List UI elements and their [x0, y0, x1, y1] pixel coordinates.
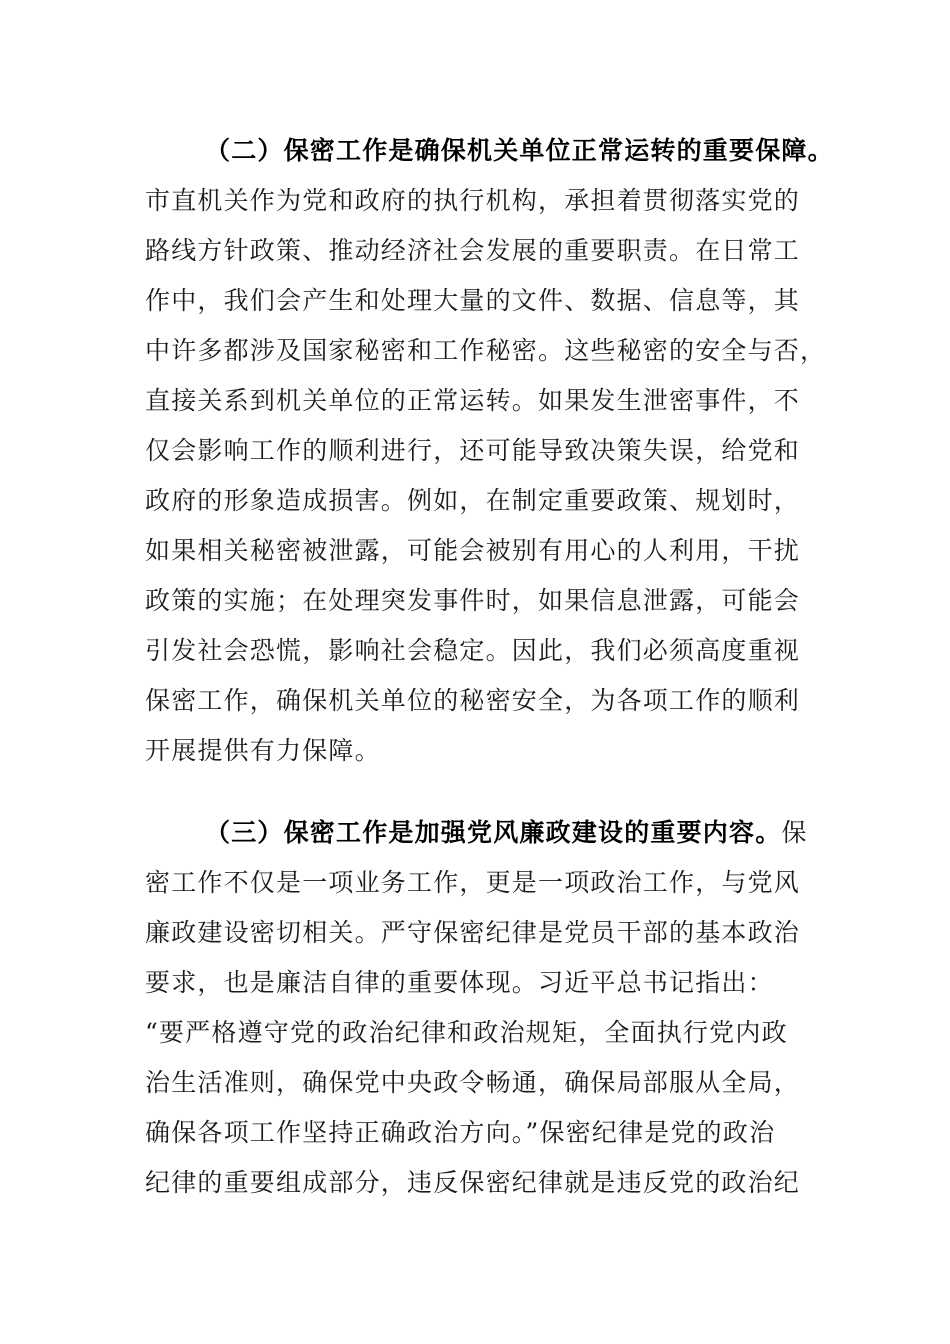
section-2-line-10: 引发社会恐慌，影响社会稳定。因此，我们必须高度重视 — [145, 636, 801, 665]
section-3-line-4: “要严格遵守党的政治纪律和政治规矩，全面执行党内政 — [145, 1018, 788, 1047]
section-3-heading-text: （三）保密工作是加强党风廉政建设的重要内容。 — [205, 818, 782, 847]
section-2-line-1: 市直机关作为党和政府的执行机构，承担着贯彻落实党的 — [145, 186, 801, 215]
section-3-heading — [205, 808, 865, 858]
section-2-line-3: 作中，我们会产生和处理大量的文件、数据、信息等，其 — [145, 286, 801, 315]
section-2-line-9: 政策的实施；在处理突发事件时，如果信息泄露，可能会 — [145, 586, 801, 615]
section-3-heading-tail: 保 — [781, 818, 808, 847]
section-3-line-6: 确保各项工作坚持正确政治方向。”保密纪律是党的政治 — [145, 1118, 776, 1147]
section-3-line-5: 治生活准则，确保党中央政令畅通，确保局部服从全局， — [145, 1068, 801, 1097]
section-3-line-1: 密工作不仅是一项业务工作，更是一项政治工作，与党风 — [145, 868, 801, 897]
section-2-line-6: 仅会影响工作的顺利进行，还可能导致决策失误，给党和 — [145, 436, 801, 465]
section-3-line-3: 要求，也是廉洁自律的重要体现。习近平总书记指出： — [145, 968, 774, 997]
section-3-line-7: 纪律的重要组成部分，违反保密纪律就是违反党的政治纪 — [145, 1168, 801, 1197]
section-2-heading — [205, 126, 865, 176]
section-2-heading-text: （二）保密工作是确保机关单位正常运转的重要保障。 — [205, 136, 834, 165]
section-2-line-11: 保密工作，确保机关单位的秘密安全，为各项工作的顺利 — [145, 686, 801, 715]
section-2-line-4: 中许多都涉及国家秘密和工作秘密。这些秘密的安全与否， — [145, 336, 827, 365]
section-3-line-2: 廉政建设密切相关。严守保密纪律是党员干部的基本政治 — [145, 918, 801, 947]
section-2-line-12: 开展提供有力保障。 — [145, 736, 381, 765]
section-2-line-7: 政府的形象造成损害。例如，在制定重要政策、规划时， — [145, 486, 801, 515]
section-2-line-2: 路线方针政策、推动经济社会发展的重要职责。在日常工 — [145, 236, 801, 265]
section-2-line-5: 直接关系到机关单位的正常运转。如果发生泄密事件，不 — [145, 386, 801, 415]
section-2-line-8: 如果相关秘密被泄露，可能会被别有用心的人利用，干扰 — [145, 536, 801, 565]
